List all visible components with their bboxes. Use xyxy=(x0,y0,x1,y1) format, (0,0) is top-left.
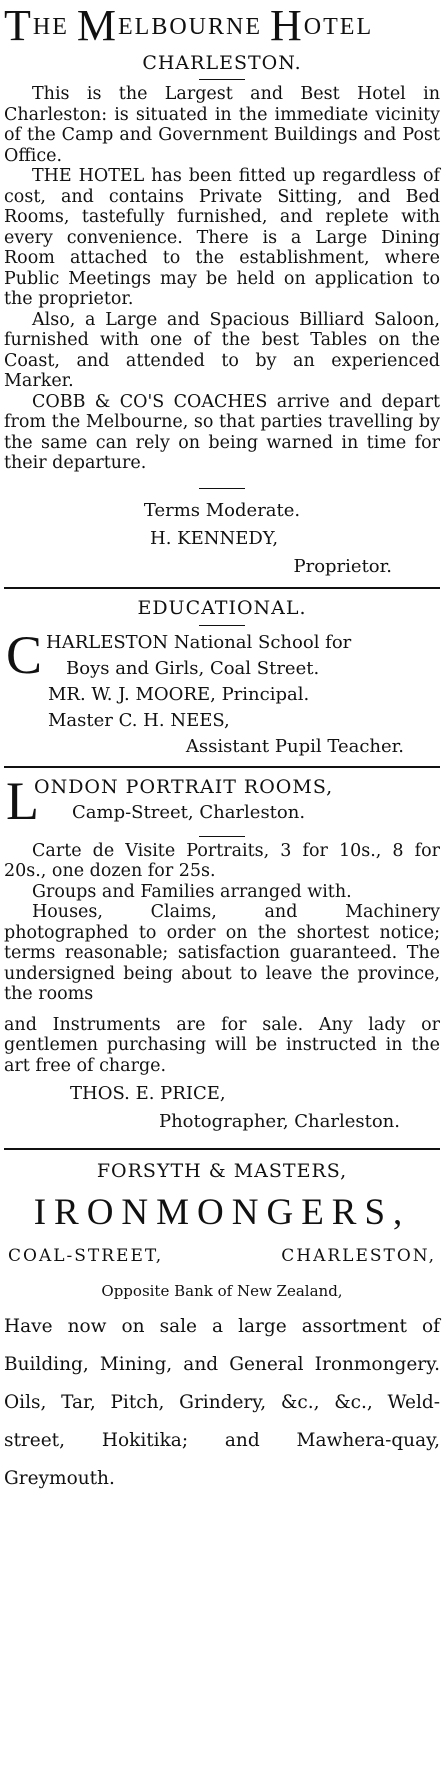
hotel-paragraph-1: This is the Largest and Best Hotel in Charleston: is situated in the immediate vicinity of the Camp and Government Buildings and Post Office. xyxy=(4,84,440,166)
ironmongers-firm: FORSYTH & MASTERS, xyxy=(96,1160,348,1182)
hotel-title xyxy=(4,6,440,47)
portrait-photographer-name: THOS. E. PRICE, xyxy=(70,1083,226,1104)
ironmongers-opposite: Opposite Bank of New Zealand, xyxy=(101,1282,343,1300)
hotel-paragraph-4: COBB & CO'S COACHES arrive and depart from the Melbourne, so that parties travelling by the same can rely on being warned in time for their departure. xyxy=(4,391,440,473)
portrait-rooms-ad xyxy=(4,770,440,1137)
portrait-address: Camp-Street, Charleston. xyxy=(72,801,306,823)
short-divider xyxy=(199,836,245,837)
title-part-elbourne: ELBOURNE xyxy=(118,14,271,40)
educational-line-2: Boys and Girls, Coal Street. xyxy=(66,657,320,679)
ironmongers-street: COAL-STREET, xyxy=(8,1246,164,1266)
portrait-heading: ONDON PORTRAIT ROOMS, xyxy=(34,775,334,798)
ironmongers-town: CHARLESTON, xyxy=(281,1246,436,1266)
ironmongers-body: Have now on sale a large assortment of Building, Mining, and General Ironmongery. Oils, Tar, Pitch, Grindery, &c., &c., Weld-street, Hokitika; and Mawhera-quay, Greymouth. xyxy=(4,1316,440,1489)
title-part-he: HE xyxy=(32,14,77,40)
educational-line-4: Master C. H. NEES, xyxy=(48,709,230,731)
hotel-paragraph-2: THE HOTEL has been fitted up regardless of cost, and contains Private Sitting, and Bed Rooms, tastefully furnished, and replete with every convenience. There is a Large Dining Room attached to the establishment, where Public Meetings may be held on application to the proprietor. xyxy=(4,166,440,309)
hotel-proprietor-name: H. KENNEDY, xyxy=(150,527,279,549)
educational-line-3: MR. W. J. MOORE, Principal. xyxy=(48,683,310,705)
educational-heading: EDUCATIONAL. xyxy=(137,596,307,619)
melbourne-hotel-ad xyxy=(4,6,440,581)
ironmongers-ad xyxy=(4,1156,440,1498)
short-divider xyxy=(199,79,245,80)
educational-line-1: HARLESTON National School for xyxy=(46,631,352,653)
newspaper-column xyxy=(0,6,446,1776)
educational-body xyxy=(4,624,440,685)
title-initial-m: M xyxy=(76,6,119,47)
portrait-header xyxy=(4,770,440,831)
ironmongers-address xyxy=(4,1238,440,1274)
section-divider xyxy=(4,766,440,768)
hotel-location: CHARLESTON. xyxy=(142,52,302,74)
educational-line-5: Assistant Pupil Teacher. xyxy=(185,735,404,757)
short-divider xyxy=(199,625,245,626)
portrait-dropcap: L xyxy=(6,770,39,831)
portrait-photographer-role: Photographer, Charleston. xyxy=(158,1111,400,1132)
title-initial-t: T xyxy=(4,6,33,47)
educational-ad xyxy=(4,595,440,760)
title-part-otel: OTEL xyxy=(303,14,374,40)
educational-dropcap: C xyxy=(6,624,43,685)
ironmongers-trade: IRONMONGERS, xyxy=(33,1192,411,1233)
portrait-paragraph-3: Houses, Claims, and Machinery photographed to order on the shortest notice; terms reasonable; satisfaction guaranteed. The undersigned being about to leave the province, the rooms xyxy=(4,902,440,1004)
title-initial-h: H xyxy=(270,6,304,47)
portrait-paragraph-end: and Instruments are for sale. Any lady or gentlemen purchasing will be instructed in the art free of charge. xyxy=(4,1014,440,1076)
hotel-terms: Terms Moderate. xyxy=(143,499,301,521)
portrait-paragraph-2: Groups and Families arranged with. xyxy=(32,881,352,902)
section-divider xyxy=(4,1148,440,1150)
section-divider xyxy=(4,587,440,589)
short-divider xyxy=(199,488,245,489)
hotel-paragraph-3: Also, a Large and Spacious Billiard Saloon, furnished with one of the best Tables on the Coast, and attended to by an experienced Marker. xyxy=(4,309,440,391)
hotel-proprietor-role: Proprietor. xyxy=(293,555,392,577)
portrait-paragraph-1: Carte de Visite Portraits, 3 for 10s., 8 for 20s., one dozen for 25s. xyxy=(4,840,440,881)
